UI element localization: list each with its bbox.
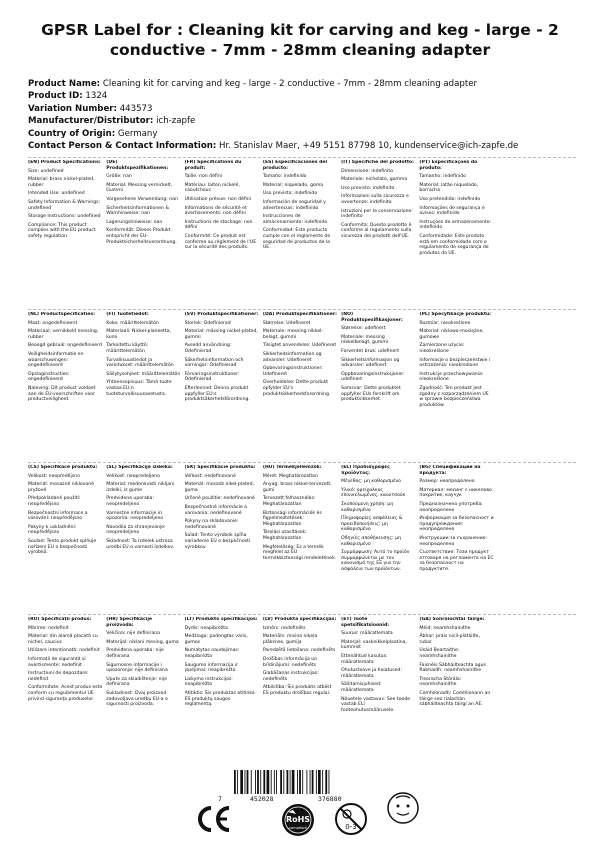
spec-block: [419, 465, 497, 573]
barcode-bar: [247, 770, 249, 794]
spec-block-heading: (FR) Spécifications du produit:: [184, 160, 242, 171]
spec-block: [28, 160, 106, 256]
spec-block: [498, 465, 576, 573]
barcode-bar: [237, 770, 238, 794]
barcode-bar: [306, 770, 307, 794]
spec-line: Naleving: Dit product voldoet aan de EU-voorschriften voor productveiligheid.: [28, 385, 96, 403]
spec-line: Material: brass nickel-plated, rubber: [28, 177, 95, 188]
spec-block: [185, 160, 263, 256]
spec-line: Υλικό: ορείχαλκος επινικελωμένος, καουτσούκ: [341, 487, 406, 499]
spec-block-heading: (LT) Produkto specifikacijos:: [184, 617, 258, 622]
age-warning-0-3-icon: [334, 802, 368, 836]
spec-block-heading: (DE) Produktspezifikationen:: [106, 160, 169, 171]
barcode-bar: [271, 770, 272, 794]
rohs-icon: [280, 802, 316, 838]
spec-line: Instrucțiuni de depozitare: nedefinit: [28, 671, 89, 682]
spec-block-heading: (EN) Product Specifications:: [28, 160, 101, 165]
spec-line: Laikymo instrukcijos: neapibrėžta: [184, 676, 233, 688]
spec-line: Anyag: brass nikkel-tervezett, gumi: [262, 482, 332, 493]
spec-line: Dydis: neapibrėžta: [184, 625, 228, 631]
spec-line: Съответствие: Този продукт отговаря на регламента на ЕС за безопасност на продуктите.: [419, 550, 494, 572]
spec-block-heading: (CS) Specifikace produktu:: [28, 465, 98, 470]
spec-block: [498, 160, 576, 256]
spec-line: Utilizare intenționată: nedefinit: [28, 648, 100, 654]
spec-line: Säkerhetsinformation och varningar: Odefinierad: [184, 357, 244, 369]
spec-block: [106, 312, 184, 408]
spec-line: Materiál: mosadz nikel-plated, guma: [184, 482, 254, 493]
spec-line: Varnostne informacije in opozorila: neopredeljeno: [106, 510, 164, 522]
spec-line: Paredzētā lietošana: nedefinēts: [262, 648, 336, 654]
divider: [28, 309, 576, 310]
spec-line: Předpokládané použití: neopředějsno: [28, 496, 81, 507]
rohs-sublabel: compliant: [289, 826, 307, 830]
spec-line: Veľkosť: nedefinované: [184, 473, 236, 479]
spec-block-heading: (SV) Produktspecifikationer:: [184, 312, 259, 317]
spec-block: [185, 465, 263, 573]
barcode-bar: [310, 770, 311, 794]
spec-block-heading: (GA) Sonraíochtaí Táirge:: [419, 617, 485, 622]
spec-block-heading: (ET) Toote spetsifikatsioonid:: [341, 617, 390, 628]
spec-line: Vorgesehene Verwendung: nan: [106, 196, 178, 202]
barcode-bar: [325, 770, 327, 794]
spec-line: Koko: määrittelemätön: [106, 320, 159, 326]
barcode-bar: [240, 770, 243, 794]
spec-line: Ábhar: práis nicil-plátáilte, rubar: [419, 634, 480, 645]
spec-line: Utilisation prévue: non défini: [184, 196, 251, 202]
spec-line: Tamaño: indefinido: [262, 174, 307, 180]
spec-block-heading: (RO) Specificații produs:: [28, 617, 92, 622]
spec-line: Maat: ongedefinieerd: [28, 320, 78, 326]
spec-line: Atitiktis: Šis produktas atitinka ES produktų saugos reglamentą.: [184, 690, 255, 708]
spec-line: Matériau: laiton nickelé, caoutchouc: [184, 182, 240, 194]
spec-line: Comhlíonadh: Comhlíonann an táirge seo rialachán sábháilteachta táirgí an AE.: [419, 690, 491, 708]
spec-block-heading: (SK) Špecifikácie produktu:: [184, 465, 256, 470]
spec-block: [28, 312, 106, 408]
spec-block-heading: (IT) Specifiche del prodotto:: [341, 160, 415, 165]
rohs-label: RoHS: [285, 815, 311, 824]
spec-line: Materiale: messing nikkelbelagt, gummi: [341, 334, 389, 346]
spec-line: Zamierzone użycie: nieokreślone: [419, 343, 465, 354]
spec-line: Informations de sécurité et avertissements: non défini: [184, 205, 247, 217]
divider: [28, 157, 576, 158]
barcode-lead-digit: 7: [218, 795, 222, 803]
spec-line: Förvaringsinstruktioner: Odefinierad: [184, 371, 240, 383]
spec-line: Material: mässing nickel-plated, gummi: [184, 329, 258, 340]
spec-block: [263, 465, 341, 573]
barcode-bar: [312, 770, 314, 794]
spec-line: Предназначена употреба: неопределено: [419, 501, 483, 513]
spec-block: [498, 617, 576, 713]
spec-line: Velikost: neopředějsno: [28, 473, 80, 479]
spec-line: Pokyny na skladovanie: nedefinované: [184, 519, 239, 530]
spec-line: Určené použitie: nedefinované: [184, 496, 255, 502]
spec-block: [28, 617, 106, 713]
spec-block: [106, 160, 184, 256]
barcode-bar: [316, 770, 317, 794]
spec-line: Materiale: nichelato, gomma: [341, 177, 408, 183]
spec-line: Tamanho: indefinido: [419, 174, 466, 180]
spec-line: Veličina: nije definirana: [106, 631, 160, 637]
info-country-of-origin: Country of Origin: Germany: [28, 128, 158, 139]
spec-line: Pokyny k uskladnění: neopředějsno: [28, 524, 77, 536]
spec-line: Soulad: Tento produkt splňuje nařízení EU o bezpečnosti výrobků.: [28, 538, 97, 556]
spec-line: Μέγεθος: μη καθορισμένο: [341, 479, 401, 485]
spec-line: Beoogd gebruik: ongedefinieerd: [28, 343, 102, 349]
spec-line: Drošības informācija un brīdinājumi: nedefinēts: [262, 656, 318, 668]
spec-row-4: [28, 617, 576, 713]
spec-line: Οδηγίες αποθήκευσης: μη καθορισμένο: [341, 535, 401, 547]
spec-line: Materiał: niklowo-mosiężne, gumowe: [419, 329, 484, 340]
spec-line: Informazioni sulla sicurezza e avvertenze: indefinito: [341, 194, 409, 205]
spec-line: Sicherheitsinformationen & Warnhinweise: nan: [106, 205, 170, 217]
spec-line: Samsvar: Dette produktet oppfyller EUs forskrift om produktsikkerhet.: [341, 385, 401, 403]
spec-line: Tilsigtet anvendelse: Udefineret: [262, 343, 337, 349]
spec-line: Conformidade: Este produto está em conformidade com o regulamento de segurança de produtos da UE.: [419, 233, 489, 256]
spec-line: Atbilstība: Šis produkts atbilst ES produktu drošības regulai.: [262, 685, 332, 696]
spec-block: [185, 617, 263, 713]
spec-line: Numatytas naudojimas: neapibrėžta: [184, 648, 240, 659]
barcode-bar: [245, 770, 246, 794]
barcode-bar: [257, 770, 259, 794]
spec-line: Conformidad: Este producto cumple con el reglamento de seguridad de productos de la UE.: [262, 228, 331, 251]
spec-block: [263, 617, 341, 713]
spec-line: Sikkerhedsinformation og advarsler: Udefineret: [262, 351, 322, 363]
spec-line: Dimensione: indefinito: [341, 168, 393, 174]
spec-block-heading: (ES) Especificaciones del producto:: [262, 160, 328, 171]
barcode-bar: [234, 770, 236, 794]
spec-block-heading: (BG) Спецификации на продукта:: [419, 465, 481, 476]
spec-line: Treoracha Stórála: neamhshainithe: [419, 676, 462, 688]
barcode-bar: [274, 770, 275, 794]
spec-line: Informații de siguranță și avertismente: nedefinit: [28, 656, 86, 668]
spec-block-heading: (DA) Produktspecifikationer:: [262, 312, 338, 317]
spec-line: Tárolási utasítások: Meghatározatlan: [262, 530, 307, 541]
spec-block: [341, 465, 419, 573]
spec-line: Compliance: This product complies with the EU product safety regulation.: [28, 222, 96, 239]
spec-line: Suurus: määratlemata: [341, 631, 393, 637]
spec-line: Σκοπούμενη χρήση: μη καθορισμένο: [341, 501, 394, 513]
spec-block: [263, 312, 341, 408]
spec-line: Инструкции за съхранение: неопределено: [419, 535, 488, 547]
spec-line: Materjal: vasknikkelplaatina, kummist: [341, 639, 407, 651]
spec-line: Instruções de armazenamento: indefinido: [419, 219, 492, 231]
spec-line: Conformitate: Acest produs este conform cu regulamentul UE privind siguranța produselor.: [28, 685, 103, 702]
spec-line: Conformità: Questo prodotto è conforme al regolamento sulla sicurezza dei prodotti dell'UE.: [341, 222, 412, 239]
spec-line: Taille: non défini: [184, 174, 223, 180]
barcode-bar: [322, 770, 323, 794]
spec-line: Navodila za shranjevanje: neopredeljeno: [106, 524, 166, 536]
spec-block: [419, 617, 497, 713]
spec-line: Material: niquelado, goma: [262, 182, 324, 188]
spec-block-heading: (PL) Specyfikacje produktu:: [419, 312, 492, 317]
spec-line: Πληροφορίες ασφάλειας & προειδοποιήσεις: μη καθορισμένο: [341, 516, 403, 533]
spec-line: Oppbevaringsinstruksjoner: udefinert: [341, 371, 405, 383]
spec-line: Material: latão niquelado, borracha: [419, 182, 479, 194]
spec-line: Материал: месинг с никелово покритие, каучук: [419, 487, 492, 499]
spec-line: Izmērs: nedefinēts: [262, 625, 306, 631]
spec-line: Istruzioni per la conservazione: indefinito: [341, 208, 413, 220]
age-label: 0-3: [345, 823, 357, 831]
spec-line: Sikkerhetsinformasjon og advarsler: udefinert: [341, 357, 400, 369]
spec-block: [106, 617, 184, 713]
spec-block: [106, 465, 184, 573]
spec-block: [419, 312, 497, 408]
spec-line: Tarkoitettu käyttö: määrittelemätön: [106, 343, 149, 354]
spec-block: [28, 465, 106, 573]
spec-line: Overholdelse: Dette produkt opfylder EU's produktsikkerhedsforordning.: [262, 380, 331, 397]
spec-line: Avsedd användning: Odefinierad: [184, 343, 232, 354]
spec-line: Konformität: Dieses Produkt entspricht der EU-Produktsicherheitsverordnung.: [106, 228, 177, 245]
barcode-left-digits: 452028: [250, 795, 274, 803]
spec-row-2: [28, 312, 576, 408]
barcode-bar: [255, 770, 256, 794]
info-product-name: Product Name: Cleaning kit for carving and keg - large - 2 conductive - 7mm - 28mm cleaning adapter: [28, 79, 478, 89]
spec-line: Tervezett felhasználás: Meghatározatlan: [262, 496, 316, 507]
spec-line: Informações de segurança e avisos: indefinido: [419, 205, 485, 217]
barcode-bar: [276, 770, 277, 794]
spec-line: Størrelse: udefinert: [341, 326, 386, 332]
ce-mark-icon: [196, 806, 232, 832]
info-product-id: Product ID: 1324: [28, 91, 108, 102]
spec-block-heading: (HR) Specifikacije proizvoda:: [106, 617, 153, 628]
spec-line: Predvidena uporaba: neopredeljeno: [106, 496, 155, 507]
spec-line: Upute za skladištenje: nije definirana: [106, 676, 167, 688]
info-contact: Contact Person & Contact Information: Hr. Stanislav Maer, +49 5151 87798 10, kundenservice@ich-zapfe.de: [28, 141, 519, 152]
spec-line: Medžiaga: padengtas varis, gumos: [184, 634, 248, 645]
spec-line: Yhteensopivuus: Tämä tuote vastaa EU:n tuoteturvallisuusasetusta.: [106, 380, 172, 397]
barcode-bar: [297, 770, 298, 794]
spec-line: Zgodność: Ten produkt jest zgodny z rozporządzeniem UE w sprawie bezpieczeństwa produktów.: [419, 385, 489, 408]
spec-line: Instrukcje przechowywania: nieokreślone: [419, 371, 484, 383]
spec-line: Intended Use: undefined: [28, 191, 85, 197]
spec-line: Materiaal: vernikkeld messing, rubber: [28, 329, 99, 340]
spec-line: Safety Information & Warnings: undefined: [28, 199, 101, 211]
spec-row-3: [28, 465, 576, 573]
spec-line: Conformité: Ce produit est conforme au règlement de l'UE sur la sécurité des produits.: [184, 233, 257, 251]
spec-block: [498, 312, 576, 408]
spec-line: Informacje o bezpieczeństwie i ostrzeżenia: nieokreślone: [419, 357, 491, 369]
spec-block: [341, 617, 419, 713]
barcode-bar: [299, 770, 301, 794]
spec-block-heading: (NL) Productspecificaties:: [28, 312, 95, 317]
spec-line: Méid: neamhshainithe: [419, 625, 471, 631]
spec-block-heading: (NO) Produktspesifikasjoner:: [341, 312, 403, 323]
barcode-bar: [302, 770, 303, 794]
spec-line: Storage Instructions: undefined: [28, 214, 101, 220]
spec-line: Συμμόρφωση: Αυτό το προϊόν συμμορφώνεται με τον κανονισμό της ΕΕ για την ασφάλεια των προϊόντων.: [341, 550, 410, 572]
spec-line: Størrelse: Udefineret: [262, 320, 311, 326]
spec-line: Nõuetele vastavus: See toode vastab ELi tooteohutusmäärusele.: [341, 696, 411, 713]
spec-line: Uso pretendido: indefinido: [419, 196, 481, 202]
spec-line: Úsáid Beartaithe: neamhshainithe: [419, 648, 460, 659]
spec-row-1: [28, 160, 576, 256]
spec-line: Uso previsto: indefinido: [262, 191, 318, 197]
spec-line: Velikost: neopredeljeno: [106, 473, 160, 479]
spec-line: Súlad: Tento výrobok spĺňa nariadenie EÚ o bezpečnosti výrobkov.: [184, 533, 251, 550]
spec-line: Instrucciones de almacenamiento: indefinido: [262, 214, 328, 225]
spec-line: Material: medeninasti nikljani izdelki, iz gume: [106, 482, 175, 493]
spec-line: Materijal: niklani mesing, guma: [106, 639, 179, 645]
spec-line: Mărime: nedefinit: [28, 625, 69, 631]
spec-line: Säilitamisjuhised: määratlemata: [341, 682, 382, 693]
spec-line: Materiāls: misiņa niķeļa plāksnes, gumija: [262, 634, 318, 645]
barcode-bar: [280, 770, 282, 794]
spec-line: Efterlevnad: Denna produkt uppfyller EU:s produktsäkerhetsförordning.: [184, 385, 250, 403]
spec-line: Opslaginstructies: ongedefinieerd: [28, 371, 70, 383]
spec-line: Ohutusteave ja hoiatused: määratlemata: [341, 668, 402, 679]
page-title: GPSR Label for : Cleaning kit for carving and keg - large - 2 conductive - 7mm - 28mm cleaning adapter: [41, 21, 559, 59]
child-face-icon: [386, 791, 420, 825]
spec-line: Veiligheidsinformatie en waarschuwingen: ongedefinieerd: [28, 351, 84, 369]
spec-line: Glabāšanas instrukcijas: nedefinēts: [262, 671, 319, 682]
spec-line: Storlek: Odefinierad: [184, 320, 231, 326]
spec-line: Opbevaringsinstruktioner: Udefineret: [262, 366, 323, 377]
divider: [28, 462, 576, 463]
barcode-bar: [283, 770, 284, 794]
barcode-bar: [287, 770, 289, 794]
spec-block: [263, 160, 341, 256]
spec-line: Material: Messing vernickelt, Gummi: [106, 182, 173, 194]
spec-line: Ettenähtud kasutus: määratlemata: [341, 653, 388, 665]
barcode-bar: [260, 770, 261, 794]
spec-line: Bezpečnostné informácie a varovania: nedefinované: [184, 504, 247, 516]
barcode-bar: [263, 770, 265, 794]
info-variation-number: Variation Number: 443573: [28, 103, 153, 114]
spec-line: Saugumo informacija ir įspėjimai: neapibrėžta: [184, 662, 239, 674]
spec-line: Información de seguridad y advertencias: indefinido: [262, 199, 326, 211]
product-info: [28, 78, 588, 152]
spec-line: Turvallisuustiedot ja varoitukset: määrittelemätön: [106, 357, 174, 369]
barcode-bar: [267, 770, 270, 794]
barcode: [232, 770, 372, 794]
info-manufacturer: Manufacturer/Distributor: ich-zapfe: [28, 116, 196, 127]
spec-block: [341, 312, 419, 408]
spec-line: Instructions de stockage: non défini: [184, 219, 253, 231]
spec-line: Forventet bruk: udefinert: [341, 348, 400, 354]
spec-block: [419, 160, 497, 256]
spec-block-heading: (FI) Tuotetiedot:: [106, 312, 149, 317]
spec-line: Megfelelőség: Ez a termék megfelel az EU termékbiztonsági rendeletének.: [262, 544, 337, 561]
barcode-bar: [329, 770, 330, 794]
spec-line: Biztonsági információk és figyelmeztetések: Meghatározatlan: [262, 510, 322, 527]
divider: [28, 614, 576, 615]
spec-line: Predviđena uporaba: nije definirana: [106, 648, 164, 659]
spec-line: Méret: Meghatározatlan: [262, 473, 318, 479]
barcode-bar: [318, 770, 321, 794]
spec-line: Размер: неопределено: [419, 479, 475, 485]
spec-line: Materiál: mosazné niklované pryžové: [28, 482, 94, 493]
spec-line: Materiaali: Nickel-planeetta, kumi: [106, 329, 171, 340]
spec-block-heading: (PT) Especificações do produto:: [419, 160, 478, 171]
spec-block-heading: (EL) Προδιαγραφές προϊόντος:: [341, 465, 390, 476]
spec-line: Uso previsto: indefinito: [341, 185, 395, 191]
spec-line: Sukladnost: Ovaj proizvod zadovoljava uredbu EU-a o sigurnosti proizvoda.: [106, 690, 168, 708]
spec-block: [341, 160, 419, 256]
barcode-bar: [251, 770, 252, 794]
spec-line: Faisnéis Sábháilteachta agus Rabhaidh: neamhshainithe: [419, 662, 486, 674]
spec-line: Информация за безопасност и предупреждения: неопределено: [419, 516, 494, 533]
spec-block-heading: (LV) Produkta specifikācijas:: [262, 617, 337, 622]
spec-block: [185, 312, 263, 408]
spec-line: Lagerungshinweise: nan: [106, 219, 163, 225]
spec-line: Skladnost: Ta izdelek ustreza uredbi EU o varnosti izdelkov.: [106, 538, 175, 550]
spec-line: Size: undefined: [28, 168, 64, 174]
spec-line: Größe: nan: [106, 174, 132, 180]
spec-line: Sigurnosne informacije i upozorenja: nije definirana: [106, 662, 168, 674]
spec-line: Material: din alamă placată cu nichel, cauciuc: [28, 634, 98, 645]
spec-line: Bezpečnostní informace a varování: neopředějsno: [28, 510, 88, 522]
spec-block-heading: (SL) Specifikacije izdelka:: [106, 465, 173, 470]
barcode-bar: [290, 770, 291, 794]
spec-block-heading: (HU) Termékjellemzők:: [262, 465, 322, 470]
barcode-bar: [292, 770, 295, 794]
spec-line: Säilytysohjeet: määrittelemätön: [106, 371, 181, 377]
spec-line: Materiale: messing nikkel-belagt, gummi: [262, 329, 324, 340]
spec-line: Rozmiar: nieokreślone: [419, 320, 471, 326]
barcode-right-digits: 376880: [318, 795, 342, 803]
